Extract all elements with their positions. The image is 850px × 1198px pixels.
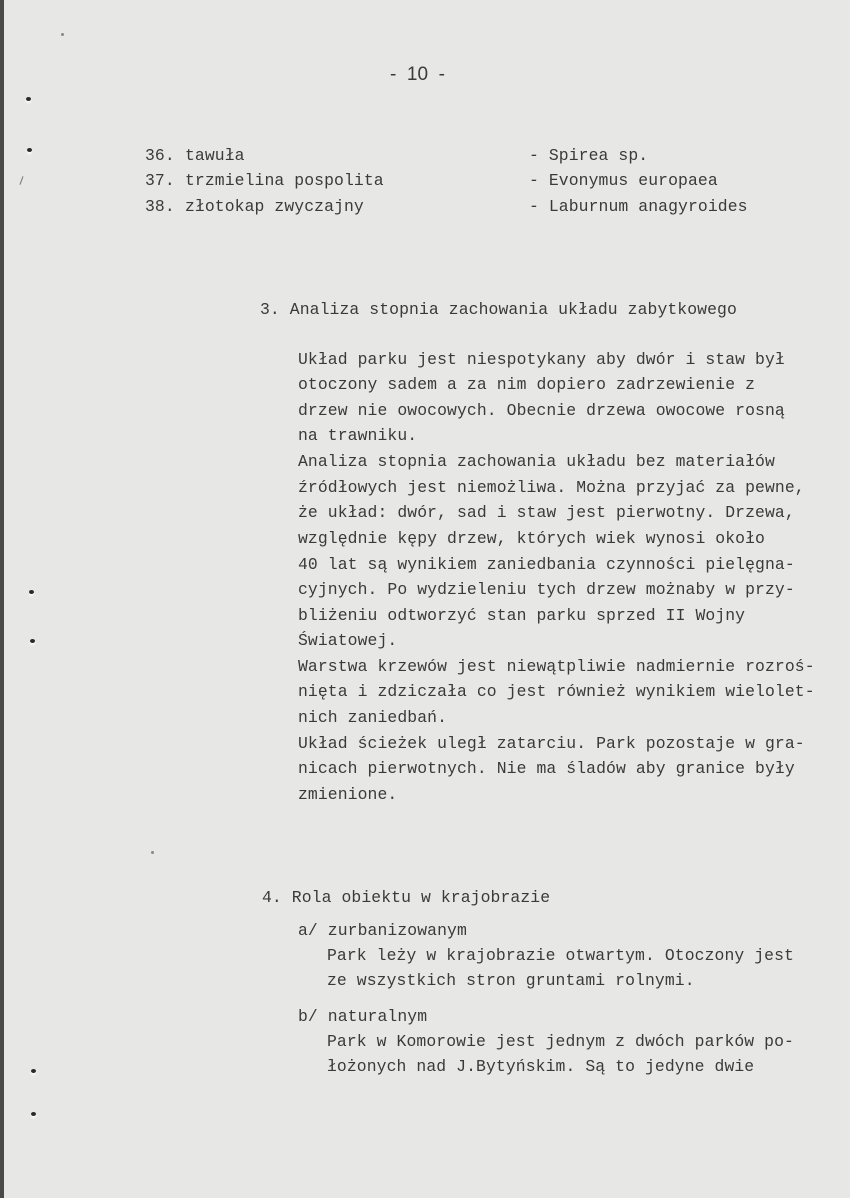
species-number: 38.	[145, 197, 175, 216]
margin-speck	[61, 33, 64, 36]
body-line: Park leży w krajobrazie otwartym. Otoczony jest	[327, 946, 794, 965]
body-line: łożonych nad J.Bytyńskim. Są to jedyne dwie	[327, 1057, 755, 1076]
body-line: na trawniku.	[298, 426, 418, 445]
body-line: bliżeniu odtworzyć stan parku sprzed II Wojny	[298, 606, 746, 625]
body-line: Park w Komorowie jest jednym z dwóch parków po-	[327, 1032, 794, 1051]
body-line: nich zaniedbań.	[298, 708, 448, 727]
body-line: względnie kępy drzew, których wiek wynosi około	[298, 529, 765, 548]
body-line: drzew nie owocowych. Obecnie drzewa owocowe rosną	[298, 401, 785, 420]
body-line: nięta i zdziczała co jest również wynikiem wielolet-	[298, 682, 815, 701]
species-number: 36.	[145, 146, 175, 165]
body-line: Warstwa krzewów jest niewątpliwie nadmiernie rozroś-	[298, 657, 815, 676]
species-polish-name: trzmielina pospolita	[185, 171, 384, 190]
body-line: Analiza stopnia zachowania układu bez materiałów	[298, 452, 775, 471]
species-polish-name: złotokap zwyczajny	[185, 197, 364, 216]
body-line: zmienione.	[298, 785, 398, 804]
body-line: Światowej.	[298, 631, 398, 650]
punch-hole-mark	[31, 1112, 36, 1116]
body-line: nicach pierwotnych. Nie ma śladów aby granice były	[298, 759, 795, 778]
section-heading: 4. Rola obiektu w krajobrazie	[262, 888, 551, 907]
subsection-label: b/ naturalnym	[298, 1007, 428, 1026]
species-latin-name: - Evonymus europaea	[529, 171, 718, 190]
punch-hole-mark	[26, 97, 31, 101]
punch-hole-mark	[31, 1069, 36, 1073]
body-line: otoczony sadem a za nim dopiero zadrzewienie z	[298, 375, 756, 394]
body-line: że układ: dwór, sad i staw jest pierwotny. Drzewa,	[298, 503, 795, 522]
body-line: 40 lat są wynikiem zaniedbania czynności pielęgna-	[298, 555, 795, 574]
species-polish-name: tawuła	[185, 146, 245, 165]
punch-hole-mark	[29, 590, 34, 594]
species-number: 37.	[145, 171, 175, 190]
punch-hole-mark	[27, 148, 32, 152]
body-line: Układ ścieżek uległ zatarciu. Park pozostaje w gra-	[298, 734, 805, 753]
section-heading: 3. Analiza stopnia zachowania układu zabytkowego	[260, 300, 737, 319]
body-line: cyjnych. Po wydzieleniu tych drzew możnaby w przy-	[298, 580, 795, 599]
subsection-label: a/ zurbanizowanym	[298, 921, 467, 940]
body-line: ze wszystkich stron gruntami rolnymi.	[327, 971, 695, 990]
punch-hole-mark	[30, 639, 35, 643]
species-latin-name: - Laburnum anagyroides	[529, 197, 748, 216]
margin-tick	[19, 176, 23, 185]
body-line: źródłowych jest niemożliwa. Można przyjać za pewne,	[298, 478, 805, 497]
species-latin-name: - Spirea sp.	[529, 146, 649, 165]
page-number: - 10 -	[390, 64, 445, 85]
body-line: Układ parku jest niespotykany aby dwór i staw był	[298, 350, 785, 369]
margin-speck	[151, 851, 154, 854]
